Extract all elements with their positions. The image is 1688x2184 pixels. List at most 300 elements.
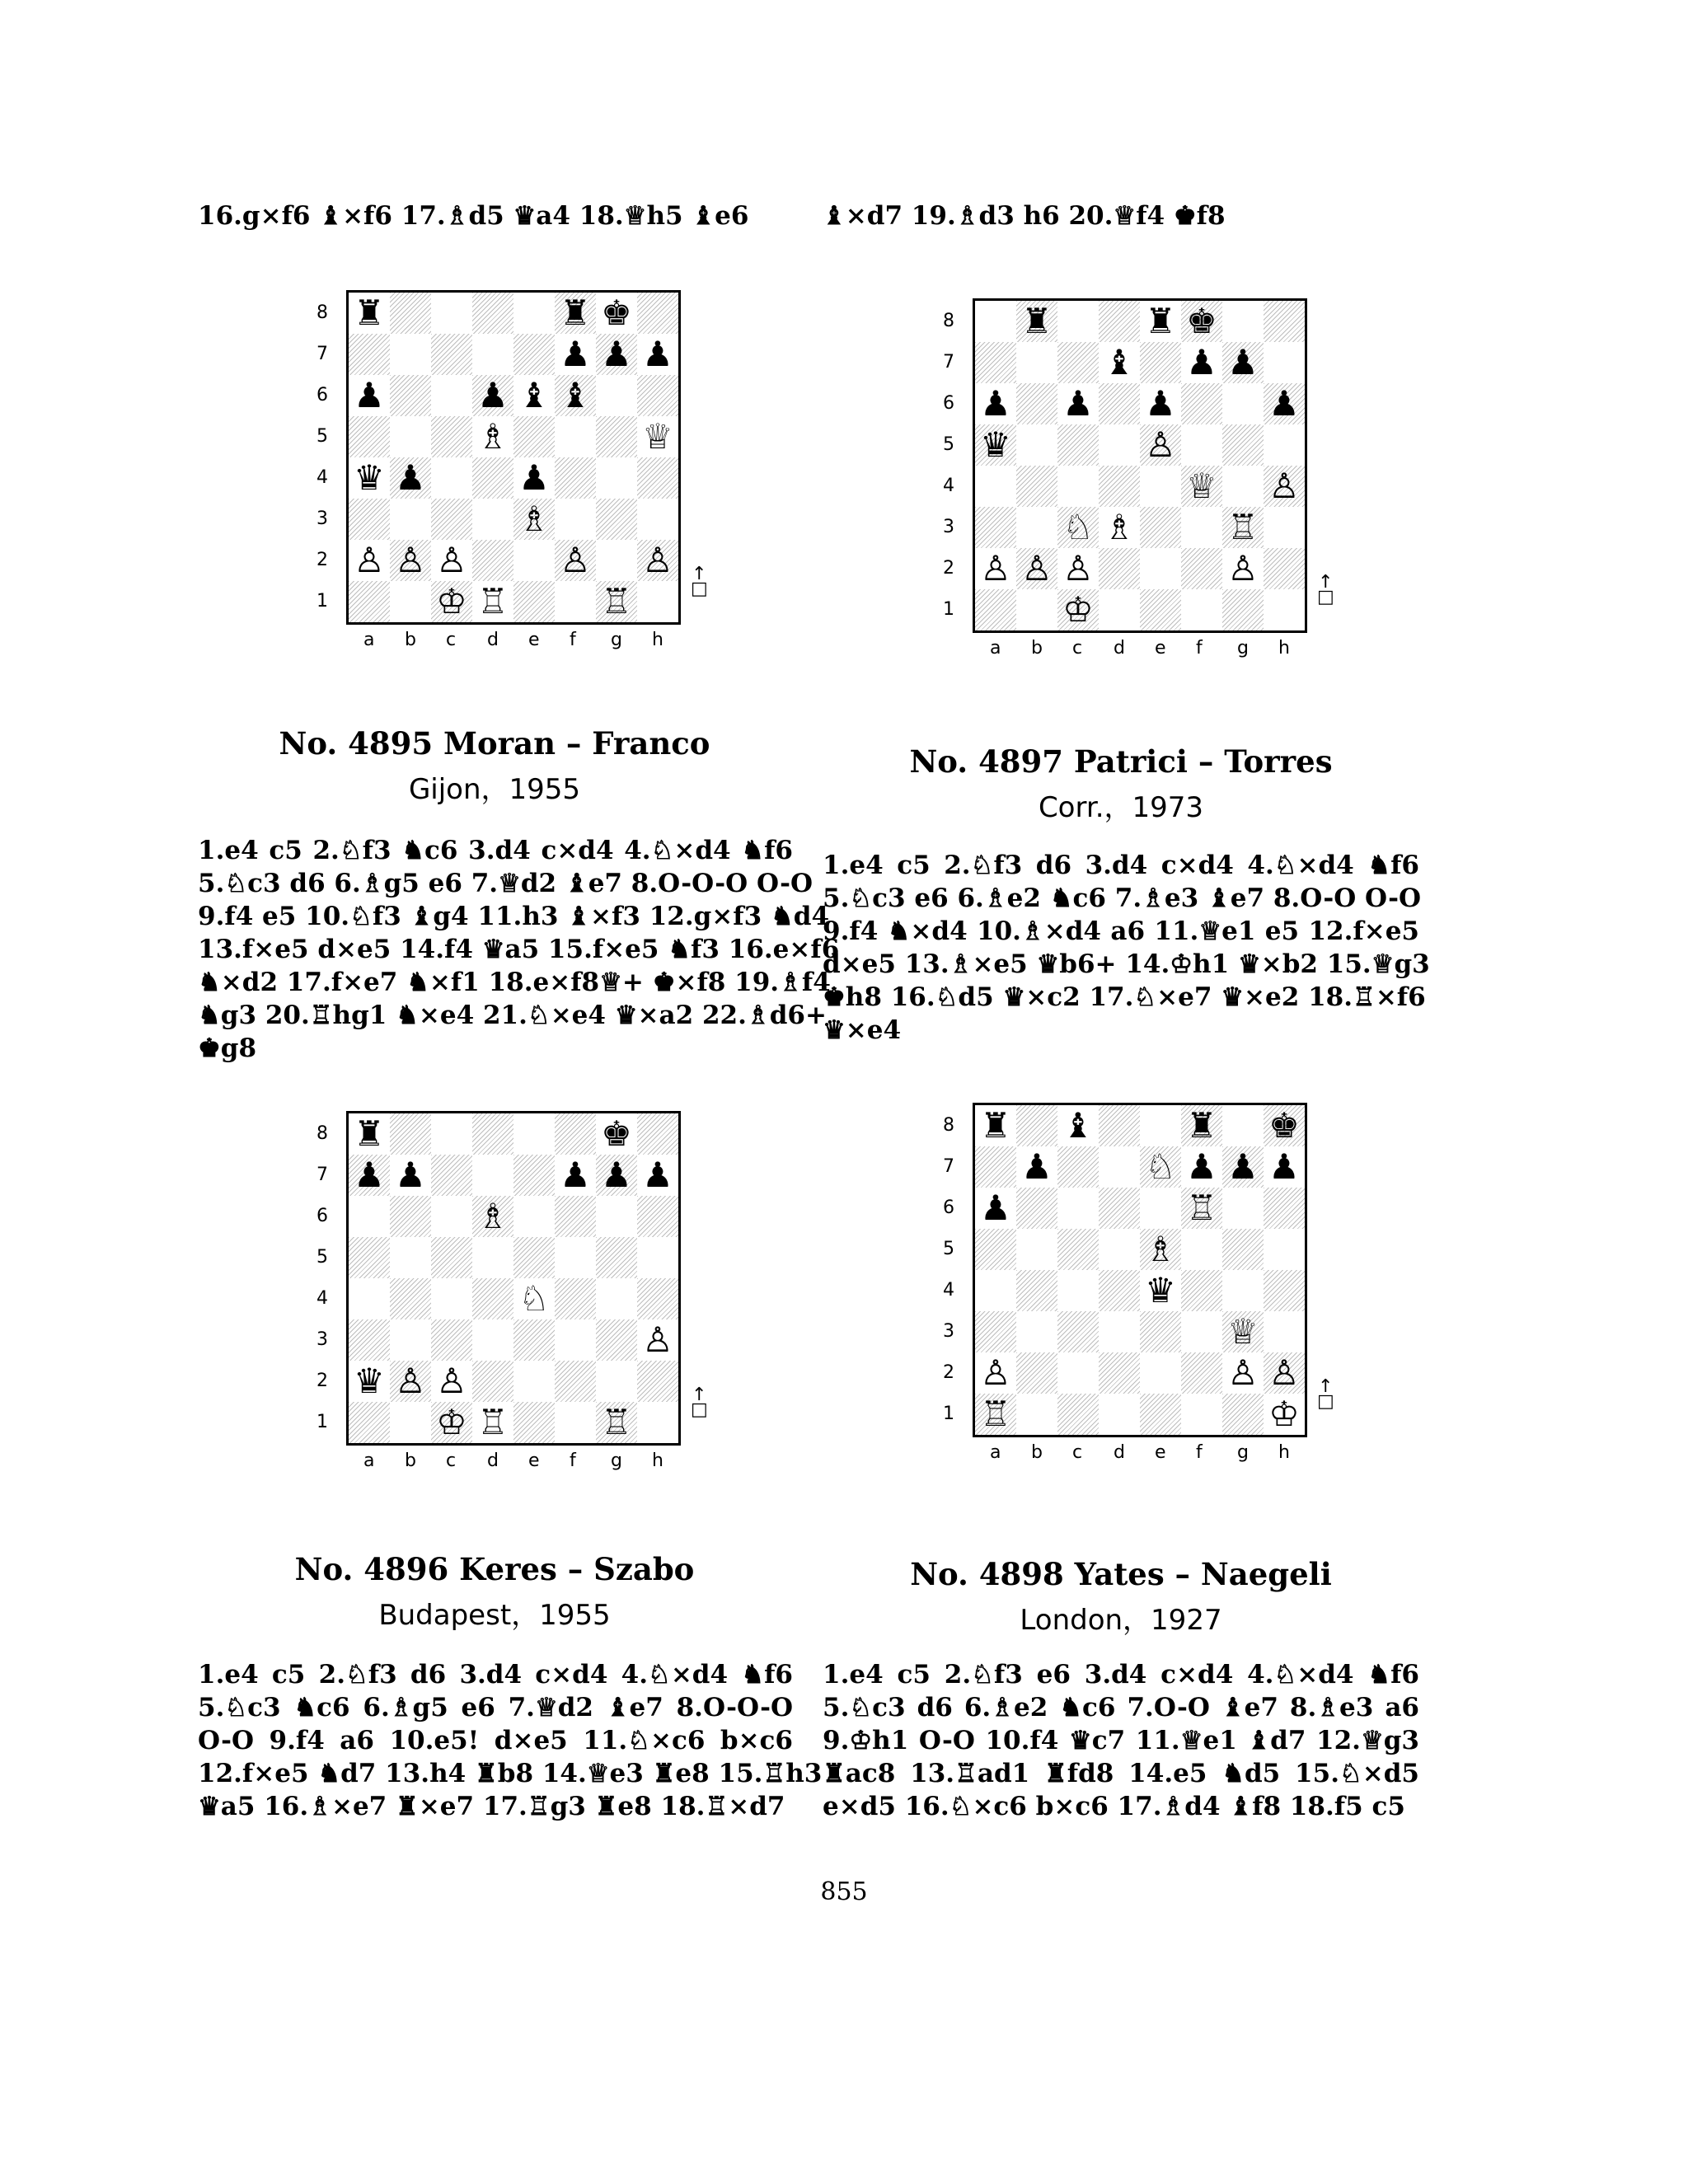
square-a4 [349, 1278, 390, 1319]
black-bishop-icon: ♝ [518, 375, 550, 415]
square-e5 [1140, 1229, 1181, 1270]
black-pawn-icon: ♟ [395, 1155, 426, 1195]
square-f2 [1181, 548, 1222, 589]
square-a6 [975, 383, 1016, 424]
rank-label: 2 [316, 1371, 328, 1391]
move-line: 9.♔h1 O-O 10.f4 ♛c7 11.♕e1 ♝d7 12.♕g3 [823, 1726, 1419, 1755]
file-label: f [570, 1451, 576, 1471]
side-to-move-marker [691, 564, 708, 599]
square-e7 [513, 334, 555, 375]
square-c4 [431, 457, 472, 499]
square-c5 [1057, 424, 1099, 466]
file-label: a [363, 1451, 375, 1471]
square-e3 [513, 1319, 555, 1361]
square-a7 [349, 1155, 390, 1196]
black-king-icon: ♚ [1186, 301, 1217, 341]
file-label: g [611, 1451, 622, 1471]
black-pawn-icon: ♟ [354, 1155, 385, 1195]
square-h2 [1264, 548, 1305, 589]
move-line: 1.e4 c5 2.♘f3 d6 3.d4 c×d4 4.♘×d4 ♞f6 [198, 1660, 793, 1690]
white-pawn-icon: ♙ [1268, 1352, 1300, 1393]
move-line: ♞g3 20.♖hg1 ♞×e4 21.♘×e4 ♛×a2 22.♗d6+ [198, 1001, 827, 1030]
rank-label: 1 [943, 599, 954, 620]
square-h8 [637, 1113, 678, 1155]
square-d1 [1099, 1394, 1140, 1435]
white-pawn-icon: ♙ [1268, 466, 1300, 506]
square-d4 [472, 457, 513, 499]
square-b8 [390, 293, 431, 334]
square-e4 [513, 1278, 555, 1319]
side-to-move-marker [1317, 572, 1334, 607]
square-b3 [1016, 507, 1057, 548]
square-g5 [596, 416, 637, 457]
square-f1 [555, 581, 596, 622]
square-d3 [472, 1319, 513, 1361]
square-d6 [1099, 383, 1140, 424]
square-e7 [1140, 342, 1181, 383]
continuation-line-left: 16.g×f6 ♝×f6 17.♗d5 ♛a4 18.♕h5 ♝e6 [198, 201, 749, 231]
square-a4 [975, 1270, 1016, 1311]
rank-label: 6 [943, 1197, 954, 1218]
square-a7 [349, 334, 390, 375]
file-label: h [652, 1451, 663, 1471]
file-label: b [405, 630, 416, 650]
square-f6 [1181, 383, 1222, 424]
square-e8 [513, 1113, 555, 1155]
file-label: c [1072, 638, 1083, 658]
square-d7 [1099, 1146, 1140, 1188]
continuation-line-right: ♝×d7 19.♗d3 h6 20.♕f4 ♚f8 [823, 201, 1226, 231]
square-d7 [1099, 342, 1140, 383]
square-d3 [472, 499, 513, 540]
square-h2 [1264, 1352, 1305, 1394]
square-h6 [1264, 1188, 1305, 1229]
square-a5 [975, 1229, 1016, 1270]
rank-label: 3 [316, 509, 328, 529]
square-a8 [975, 1105, 1016, 1146]
white-pawn-icon: ♙ [1227, 1352, 1259, 1393]
file-label: h [1278, 1442, 1290, 1463]
square-b8 [1016, 301, 1057, 342]
square-b6 [390, 375, 431, 416]
black-pawn-icon: ♟ [980, 383, 1011, 424]
rank-label: 1 [943, 1404, 954, 1424]
square-f8 [1181, 301, 1222, 342]
black-rook-icon: ♜ [1021, 301, 1053, 341]
rank-label: 4 [943, 476, 954, 496]
rank-label: 8 [316, 1123, 328, 1144]
black-queen-icon: ♛ [354, 457, 385, 498]
square-h5 [637, 416, 678, 457]
square-a5 [975, 424, 1016, 466]
square-h6 [637, 375, 678, 416]
white-pawn-icon: ♙ [1145, 424, 1176, 465]
square-b4 [1016, 1270, 1057, 1311]
square-a7 [975, 342, 1016, 383]
square-h5 [1264, 1229, 1305, 1270]
square-e2 [1140, 548, 1181, 589]
file-label: g [1237, 638, 1249, 658]
game-title: No. 4898 Yates – Naegeli [910, 1556, 1332, 1592]
square-a5 [349, 1237, 390, 1278]
white-pawn-icon: ♙ [1062, 548, 1094, 588]
white-pawn-icon: ♙ [642, 540, 673, 580]
move-line: ♜ac8 13.♖ad1 ♜fd8 14.e5 ♞d5 15.♘×d5 [823, 1759, 1419, 1788]
black-pawn-icon: ♟ [1021, 1146, 1053, 1187]
square-b7 [390, 1155, 431, 1196]
square-b7 [1016, 342, 1057, 383]
square-e3 [513, 499, 555, 540]
chessboard [346, 290, 681, 625]
square-a4 [975, 466, 1016, 507]
square-b4 [390, 457, 431, 499]
file-label: h [652, 630, 663, 650]
up-arrow-icon: ↑ [692, 564, 707, 584]
square-c5 [431, 416, 472, 457]
square-g6 [596, 375, 637, 416]
file-label: a [990, 1442, 1001, 1463]
rank-label: 6 [316, 1206, 328, 1226]
square-e6 [513, 1196, 555, 1237]
rank-label: 8 [943, 311, 954, 331]
black-bishop-icon: ♝ [560, 375, 591, 415]
square-a8 [349, 293, 390, 334]
rank-label: 8 [943, 1115, 954, 1136]
square-h2 [637, 540, 678, 581]
game-moves [823, 849, 1430, 1047]
black-pawn-icon: ♟ [1186, 1146, 1217, 1187]
square-d1 [472, 1402, 513, 1443]
square-e5 [513, 416, 555, 457]
square-h4 [1264, 466, 1305, 507]
file-label: e [1155, 638, 1166, 658]
square-g4 [1222, 466, 1264, 507]
chessboard [346, 1111, 681, 1446]
square-b2 [390, 540, 431, 581]
square-b1 [390, 581, 431, 622]
move-line: ♛a5 16.♗×e7 ♜×e7 17.♖g3 ♜e8 18.♖×d7 [198, 1792, 785, 1821]
black-pawn-icon: ♟ [1062, 383, 1094, 424]
square-d2 [1099, 548, 1140, 589]
square-a2 [975, 548, 1016, 589]
rank-label: 2 [316, 550, 328, 570]
square-d8 [472, 293, 513, 334]
file-label: d [487, 1451, 499, 1471]
square-f6 [555, 375, 596, 416]
square-f3 [1181, 1311, 1222, 1352]
square-d8 [472, 1113, 513, 1155]
square-a2 [349, 540, 390, 581]
square-e8 [513, 293, 555, 334]
up-arrow-icon: ↑ [692, 1385, 707, 1405]
square-h1 [1264, 589, 1305, 630]
square-e7 [1140, 1146, 1181, 1188]
black-rook-icon: ♜ [354, 293, 385, 333]
black-rook-icon: ♜ [354, 1113, 385, 1154]
square-d5 [1099, 1229, 1140, 1270]
rank-label: 5 [316, 426, 328, 447]
white-rook-icon: ♖ [1227, 507, 1259, 547]
square-f1 [1181, 589, 1222, 630]
square-b4 [390, 1278, 431, 1319]
white-rook-icon: ♖ [1186, 1188, 1217, 1228]
square-a8 [349, 1113, 390, 1155]
square-a7 [975, 1146, 1016, 1188]
black-king-icon: ♚ [601, 1113, 632, 1154]
rank-label: 1 [316, 591, 328, 612]
black-pawn-icon: ♟ [518, 457, 550, 498]
rank-label: 5 [316, 1247, 328, 1268]
square-b5 [1016, 424, 1057, 466]
square-d7 [472, 1155, 513, 1196]
square-e7 [513, 1155, 555, 1196]
square-b6 [1016, 1188, 1057, 1229]
up-arrow-icon: ↑ [1318, 1376, 1334, 1397]
file-label: c [1072, 1442, 1083, 1463]
black-queen-icon: ♛ [354, 1361, 385, 1401]
move-line: 9.f4 e5 10.♘f3 ♝g4 11.h3 ♝×f3 12.g×f3 ♞d4 [198, 902, 830, 931]
file-label: a [990, 638, 1001, 658]
square-g7 [596, 1155, 637, 1196]
white-square-icon: □ [691, 579, 708, 599]
square-h5 [1264, 424, 1305, 466]
move-line: ♞×d2 17.f×e7 ♞×f1 18.e×f8♕+ ♚×f8 19.♗f4 [198, 968, 831, 997]
square-g1 [1222, 1394, 1264, 1435]
move-line: 12.f×e5 ♞d7 13.h4 ♜b8 14.♕e3 ♜e8 15.♖h3 [198, 1759, 823, 1788]
white-square-icon: □ [1317, 1391, 1334, 1412]
black-queen-icon: ♛ [1145, 1270, 1176, 1310]
file-label: b [1031, 638, 1043, 658]
game-moves [198, 1658, 823, 1823]
square-f1 [555, 1402, 596, 1443]
black-rook-icon: ♜ [980, 1105, 1011, 1146]
black-bishop-icon: ♝ [1062, 1105, 1094, 1146]
move-line: 1.e4 c5 2.♘f3 d6 3.d4 c×d4 4.♘×d4 ♞f6 [823, 851, 1419, 880]
square-h4 [1264, 1270, 1305, 1311]
file-label: a [363, 630, 375, 650]
square-c7 [1057, 1146, 1099, 1188]
square-b7 [1016, 1146, 1057, 1188]
square-h3 [637, 1319, 678, 1361]
square-e1 [1140, 589, 1181, 630]
square-g8 [1222, 301, 1264, 342]
black-pawn-icon: ♟ [601, 334, 632, 374]
square-d5 [472, 416, 513, 457]
square-e1 [1140, 1394, 1181, 1435]
square-f7 [1181, 1146, 1222, 1188]
move-line: ♚h8 16.♘d5 ♛×c2 17.♘×e7 ♛×e2 18.♖×f6 [823, 982, 1426, 1012]
square-e5 [1140, 424, 1181, 466]
file-label: c [446, 630, 457, 650]
square-c8 [431, 1113, 472, 1155]
move-line: 1.e4 c5 2.♘f3 ♞c6 3.d4 c×d4 4.♘×d4 ♞f6 [198, 836, 793, 865]
black-pawn-icon: ♟ [642, 1155, 673, 1195]
rank-label: 7 [943, 1156, 954, 1177]
square-g6 [596, 1196, 637, 1237]
file-label: e [528, 630, 540, 650]
square-h7 [637, 334, 678, 375]
white-queen-icon: ♕ [1186, 466, 1217, 506]
square-e6 [1140, 383, 1181, 424]
square-d4 [1099, 466, 1140, 507]
square-h7 [1264, 342, 1305, 383]
square-c6 [1057, 1188, 1099, 1229]
square-b5 [390, 416, 431, 457]
square-d2 [472, 1361, 513, 1402]
white-rook-icon: ♖ [477, 581, 509, 621]
page-number: 855 [820, 1877, 868, 1906]
square-c1 [431, 581, 472, 622]
rank-label: 3 [943, 1321, 954, 1342]
square-h6 [637, 1196, 678, 1237]
black-pawn-icon: ♟ [477, 375, 509, 415]
square-d5 [472, 1237, 513, 1278]
square-h3 [1264, 1311, 1305, 1352]
square-c3 [1057, 507, 1099, 548]
square-c8 [431, 293, 472, 334]
square-b8 [1016, 1105, 1057, 1146]
square-a4 [349, 457, 390, 499]
square-f3 [555, 499, 596, 540]
white-rook-icon: ♖ [601, 1402, 632, 1442]
file-label: b [1031, 1442, 1043, 1463]
square-c5 [431, 1237, 472, 1278]
game-title: No. 4896 Keres – Szabo [294, 1551, 695, 1587]
square-b5 [1016, 1229, 1057, 1270]
chessboard [973, 1103, 1307, 1437]
white-king-icon: ♔ [436, 1402, 467, 1442]
square-f3 [555, 1319, 596, 1361]
square-e4 [513, 457, 555, 499]
square-f4 [555, 1278, 596, 1319]
black-pawn-icon: ♟ [642, 334, 673, 374]
square-h8 [637, 293, 678, 334]
white-rook-icon: ♖ [980, 1394, 1011, 1434]
side-to-move-marker [1317, 1376, 1334, 1412]
square-c2 [431, 540, 472, 581]
square-g1 [596, 581, 637, 622]
square-b6 [390, 1196, 431, 1237]
white-pawn-icon: ♙ [560, 540, 591, 580]
square-f5 [555, 1237, 596, 1278]
square-h8 [1264, 301, 1305, 342]
white-pawn-icon: ♙ [436, 1361, 467, 1401]
white-pawn-icon: ♙ [980, 548, 1011, 588]
black-pawn-icon: ♟ [395, 457, 426, 498]
square-c8 [1057, 1105, 1099, 1146]
move-line: 13.f×e5 d×e5 14.f4 ♛a5 15.f×e5 ♞f3 16.e×f6 [198, 935, 840, 964]
white-pawn-icon: ♙ [1227, 548, 1259, 588]
rank-label: 5 [943, 1239, 954, 1259]
square-g5 [596, 1237, 637, 1278]
square-a3 [975, 507, 1016, 548]
square-b2 [1016, 1352, 1057, 1394]
square-b7 [390, 334, 431, 375]
black-pawn-icon: ♟ [560, 334, 591, 374]
white-pawn-icon: ♙ [980, 1352, 1011, 1393]
square-g1 [1222, 589, 1264, 630]
rank-label: 3 [943, 517, 954, 537]
move-line: d×e5 13.♗×e5 ♛b6+ 14.♔h1 ♛×b2 15.♕g3 [823, 949, 1430, 979]
square-c7 [1057, 342, 1099, 383]
square-a1 [349, 581, 390, 622]
rank-label: 7 [316, 1165, 328, 1185]
square-b2 [1016, 548, 1057, 589]
square-g8 [596, 1113, 637, 1155]
square-f3 [1181, 507, 1222, 548]
white-bishop-icon: ♗ [518, 499, 550, 539]
square-e5 [513, 1237, 555, 1278]
square-f7 [555, 334, 596, 375]
white-knight-icon: ♘ [518, 1278, 550, 1319]
square-g2 [596, 1361, 637, 1402]
square-h3 [637, 499, 678, 540]
square-b5 [390, 1237, 431, 1278]
square-b1 [1016, 1394, 1057, 1435]
white-king-icon: ♔ [1268, 1394, 1300, 1434]
white-queen-icon: ♕ [1227, 1311, 1259, 1352]
white-pawn-icon: ♙ [395, 540, 426, 580]
square-c1 [431, 1402, 472, 1443]
square-g2 [1222, 548, 1264, 589]
square-f2 [555, 540, 596, 581]
game-venue: Corr.，1973 [1038, 791, 1204, 824]
move-line: 5.♘c3 e6 6.♗e2 ♞c6 7.♗e3 ♝e7 8.O-O O-O [823, 883, 1422, 913]
rank-label: 2 [943, 1362, 954, 1383]
square-a2 [349, 1361, 390, 1402]
square-c4 [1057, 466, 1099, 507]
square-e8 [1140, 1105, 1181, 1146]
square-c6 [431, 375, 472, 416]
square-a1 [349, 1402, 390, 1443]
square-g4 [596, 457, 637, 499]
white-rook-icon: ♖ [601, 581, 632, 621]
white-pawn-icon: ♙ [642, 1319, 673, 1360]
square-e4 [1140, 466, 1181, 507]
square-g7 [1222, 1146, 1264, 1188]
black-pawn-icon: ♟ [354, 375, 385, 415]
black-pawn-icon: ♟ [1268, 1146, 1300, 1187]
square-h8 [1264, 1105, 1305, 1146]
move-line: e×d5 16.♘×c6 b×c6 17.♗d4 ♝f8 18.f5 c5 [823, 1792, 1405, 1821]
square-b6 [1016, 383, 1057, 424]
square-b4 [1016, 466, 1057, 507]
square-c2 [431, 1361, 472, 1402]
white-pawn-icon: ♙ [395, 1361, 426, 1401]
square-d8 [1099, 1105, 1140, 1146]
square-c3 [1057, 1311, 1099, 1352]
move-line: 5.♘c3 d6 6.♗g5 e6 7.♕d2 ♝e7 8.O-O-O O-O [198, 869, 813, 898]
black-pawn-icon: ♟ [1145, 383, 1176, 424]
black-pawn-icon: ♟ [1227, 1146, 1259, 1187]
square-b8 [390, 1113, 431, 1155]
square-b1 [390, 1402, 431, 1443]
square-d1 [1099, 589, 1140, 630]
black-rook-icon: ♜ [560, 293, 591, 333]
square-c1 [1057, 1394, 1099, 1435]
square-g3 [596, 1319, 637, 1361]
square-e2 [513, 540, 555, 581]
square-h5 [637, 1237, 678, 1278]
square-h2 [637, 1361, 678, 1402]
square-c6 [1057, 383, 1099, 424]
file-label: d [1114, 638, 1125, 658]
square-d4 [1099, 1270, 1140, 1311]
square-c6 [431, 1196, 472, 1237]
square-h1 [637, 581, 678, 622]
white-king-icon: ♔ [436, 581, 467, 621]
white-bishop-icon: ♗ [477, 416, 509, 457]
